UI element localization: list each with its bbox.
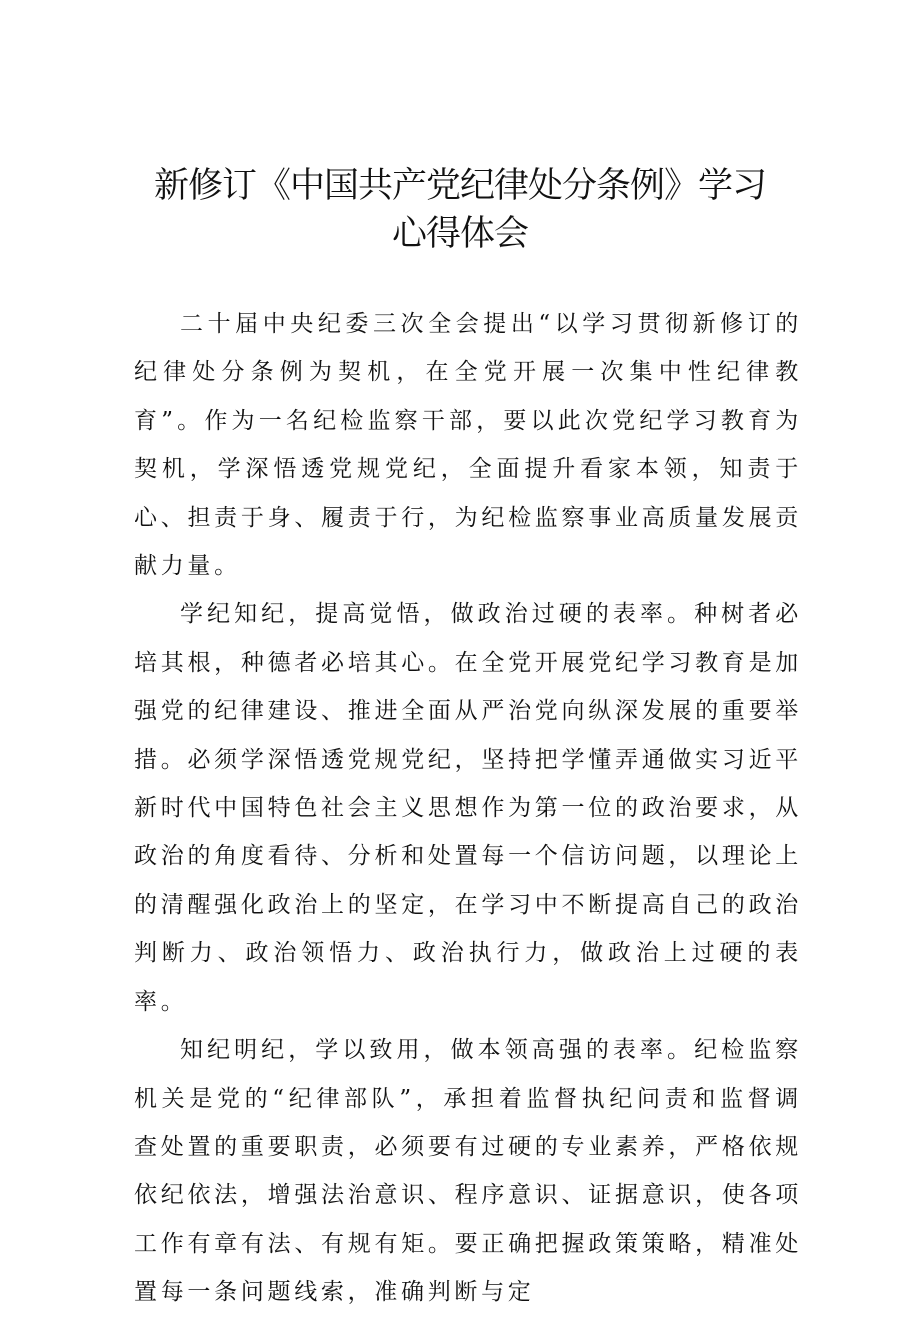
title-line-2: 心得体会	[391, 214, 528, 254]
title-line-1: 新修订《中国共产党纪律处分条例》学习	[153, 166, 766, 206]
paragraph-1: 二十届中央纪委三次全会提出“以学习贯彻新修订的纪律处分条例为契机，在全党开展一次集中性纪律教育”。作为一名纪检监察干部，要以此次党纪学习教育为契机，学深悟透党规党纪，全面提升看家本领，知责于心、担责于身、履责于行，为纪检监察事业高质量发展贡献力量。	[134, 311, 802, 580]
paragraph-2: 学纪知纪，提高觉悟，做政治过硬的表率。种树者必培其根，种德者必培其心。在全党开展党纪学习教育是加强党的纪律建设、推进全面从严治党向纵深发展的重要举措。必须学深悟透党规党纪，坚持把学懂弄通做实习近平新时代中国特色社会主义思想作为第一位的政治要求，从政治的角度看待、分析和处置每一个信访问题，以理论上的清醒强化政治上的坚定，在学习中不断提高自己的政治判断力、政治领悟力、政治执行力，做政治上过硬的表率。	[134, 601, 802, 1015]
document-title	[0, 162, 920, 258]
document-body	[134, 300, 802, 1317]
paragraph-3: 知纪明纪，学以致用，做本领高强的表率。纪检监察机关是党的“纪律部队”，承担着监督执纪问责和监督调查处置的重要职责，必须要有过硬的专业素养，严格依规依纪依法，增强法治意识、程序意识、证据意识，使各项工作有章有法、有规有矩。要正确把握政策策略，精准处置每一条问题线索，准确判断与定	[134, 1037, 802, 1306]
